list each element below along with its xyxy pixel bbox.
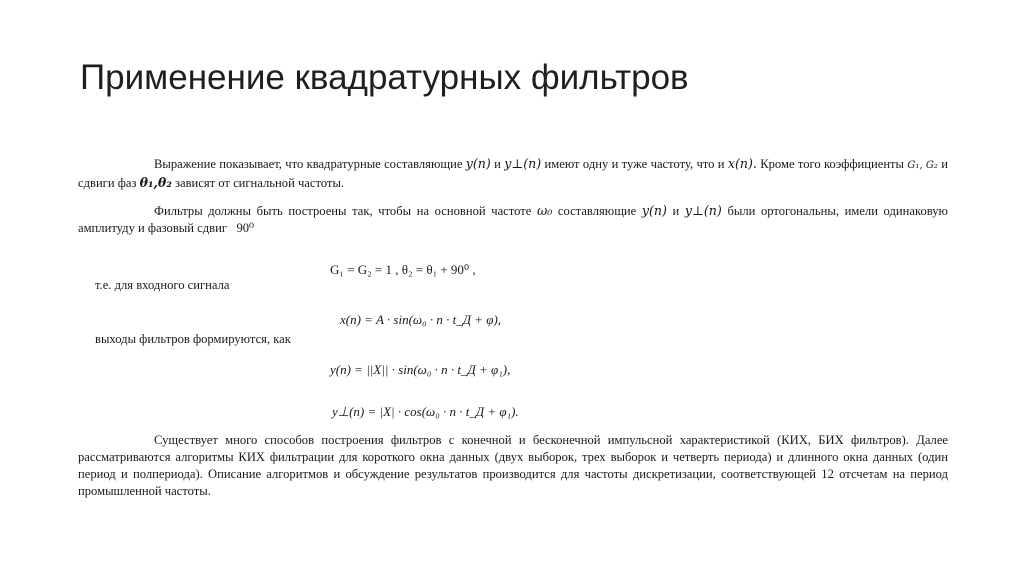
formula-g-theta: G₁ = G₂ = 1 , θ₂ = θ₁ + 90⁰ , — [330, 262, 476, 277]
p2-and: и — [672, 204, 680, 218]
p1-g: G₁, G₂ — [907, 160, 938, 171]
p1-text-e: зависят от сигнальной частоты. — [175, 176, 345, 190]
label-input-signal: т.е. для входного сигнала — [95, 278, 230, 292]
p2-yperp: y⊥(n) — [684, 203, 722, 218]
slide-content-2 — [78, 432, 948, 500]
p1-text-d: и сдвиги фаз — [78, 157, 949, 190]
p2-text-c: были ортогональны, имели одинаковую амплитуду и фазовый сдвиг — [78, 204, 948, 235]
formula-x: x(n) = A · sin(ω₀ · n · t_Д + φ), — [340, 312, 502, 327]
p2-text-a: Фильтры должны быть построены так, чтобы на основной частоте — [154, 204, 532, 218]
p1-yperp: y⊥(n) — [504, 156, 542, 171]
p1-text-b: имеют одну и туже частоту, что и — [544, 157, 725, 171]
p2-y: y(n) — [641, 203, 667, 218]
formula-y: y(n) = ||X|| · sin(ω₀ · n · t_Д + φ₁), — [330, 362, 511, 377]
p2-text-b: составляющие — [557, 204, 637, 218]
p1-theta: θ₁,θ₂ — [139, 175, 172, 190]
p1-and: и — [494, 157, 501, 171]
paragraph-3: Существует много способов построения фильтров с конечной и бесконечной импульсной характеристикой (КИХ, БИХ фильтров). Далее рассматриваются алгоритмы КИХ фильтрации для короткого окна данных (двух выборок, трех выборок и четверть периода) и длинного окна данных (один период и полпериода). Описание алгоритмов и обсуждение результатов производится для частоты дискретизации, соответствующей 12 отсчетам на период промышленной частоты. — [78, 433, 948, 498]
paragraph-2 — [78, 202, 948, 237]
paragraph-1 — [78, 155, 948, 192]
formula-yperp: y⊥(n) = |X| · cos(ω₀ · n · t_Д + φ₁). — [332, 404, 519, 419]
p2-w: ω₀ — [536, 203, 553, 218]
p1-x: x(n). — [727, 156, 757, 171]
p1-y: y(n) — [465, 156, 491, 171]
slide-content — [78, 155, 948, 237]
label-outputs: выходы фильтров формируются, как — [95, 332, 291, 346]
p1-text-c: Кроме того коэффициенты — [760, 157, 905, 171]
slide-title: Применение квадратурных фильтров — [80, 58, 689, 97]
p2-deg: 90⁰ — [236, 221, 255, 235]
p1-text-a: Выражение показывает, что квадратурные составляющие — [154, 157, 463, 171]
